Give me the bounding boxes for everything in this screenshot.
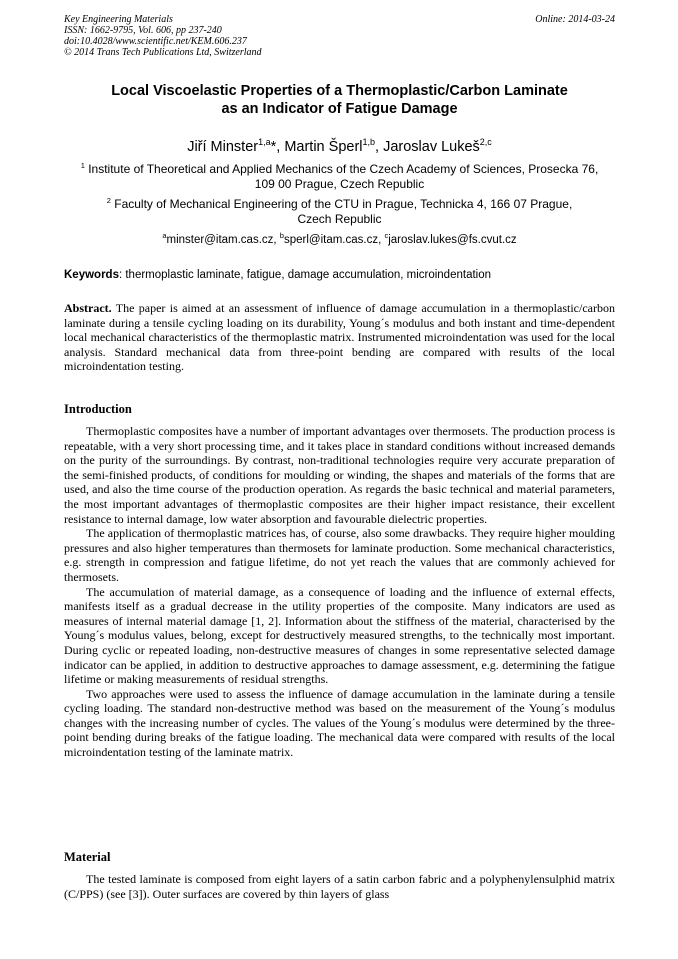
online-date: Online: 2014-03-24	[535, 14, 615, 25]
author-affiliation-mark: 2,c	[479, 137, 492, 147]
email-address: minster@itam.cas.cz	[166, 234, 274, 246]
journal-name: Key Engineering Materials	[64, 14, 173, 25]
section-heading-introduction: Introduction	[64, 402, 132, 416]
journal-doi: doi:10.4028/www.scientific.net/KEM.606.237	[64, 36, 247, 47]
email-mark: b	[279, 231, 284, 240]
author-name: Jiří Minster	[187, 139, 259, 155]
author-affiliation-mark: 1,b	[362, 137, 376, 147]
paragraph: Thermoplastic composites have a number of important advantages over thermosets. The production process is repeatable, with a very short processing time, and it takes place in standard conditions without increased demands on the purity of the surroundings. By contrast, non-traditional technologies require very accurate preparation of the semi-finished products, of conditions for moulding or winding, the shapes and materials of the forms that are used, and also the time course of the production operation. As regards the basic technical and material parameters, the most important advantages of thermoplastic composites are their higher impact resistance, their excellent resistance to internal damage, low water absorption and favourable dielectric properties.	[64, 424, 615, 526]
keywords-text: : thermoplastic laminate, fatigue, damage accumulation, microindentation	[118, 269, 492, 281]
affiliation-number: 1	[80, 161, 85, 170]
introduction-body	[64, 424, 615, 760]
affiliation	[64, 162, 615, 192]
journal-copyright: © 2014 Trans Tech Publications Ltd, Switzerland	[64, 47, 262, 58]
author-separator: ,	[375, 139, 384, 155]
author-name: Martin Šperl	[284, 139, 363, 155]
material-body	[64, 872, 615, 901]
keywords-label: Keywords	[64, 269, 119, 281]
email-address: sperl@itam.cas.cz	[283, 234, 379, 246]
abstract-text: The paper is aimed at an assessment of influence of damage accumulation in a thermoplastic/carbon laminate during a tensile cycling loading on its durability, Young´s modulus and both instant and time-dependent local mechanical characteristics of the thermoplastic matrix. Instrumented microindentation was used for the local analysis. Standard mechanical data from three-point bending are compared with results of the local microindentation testing.	[64, 301, 615, 374]
email-mark: a	[162, 231, 167, 240]
email-separator: ,	[273, 234, 280, 246]
abstract	[64, 301, 615, 374]
journal-issn: ISSN: 1662-9795, Vol. 606, pp 237-240	[64, 25, 222, 36]
author-separator: ,	[276, 139, 285, 155]
paper-title	[64, 82, 615, 118]
author-name: Jaroslav Lukeš	[383, 139, 480, 155]
affiliation	[64, 197, 615, 227]
affiliation-number: 2	[106, 196, 111, 205]
paragraph: Two approaches were used to assess the influence of damage accumulation in the laminate during a tensile cycling loading. The standard non-destructive method was based on the measurement of the Young´s modulus changes with the increasing number of cycles. The values of the Young´s modulus were determined by the three-point bending during breaks of the fatigue loading. The mechanical data were compared with results of the local microindentation testing of the laminate matrix.	[64, 686, 615, 760]
author-list	[64, 138, 615, 156]
corresponding-author-mark: *	[270, 139, 277, 155]
title-line-1: Local Viscoelastic Properties of a Thermoplastic/Carbon Laminate	[111, 83, 568, 99]
affiliation-line: Czech Republic	[297, 212, 382, 226]
email-address: jaroslav.lukes@fs.cvut.cz	[388, 234, 517, 246]
paragraph: The application of thermoplastic matrices has, of course, also some drawbacks. They require higher moulding pressures and also higher temperatures than thermosets for laminate production. Some mechanical characteristics, e.g. strength in compression and fatigue lifetime, do not yet reach the values that are commonly achieved for thermosets.	[64, 526, 615, 584]
affiliation-line: 109 00 Prague, Czech Republic	[254, 177, 425, 191]
email-mark: c	[384, 231, 389, 240]
affiliation-line: Faculty of Mechanical Engineering of the CTU in Prague, Technicka 4, 166 07 Prague,	[114, 197, 573, 211]
email-separator: ,	[378, 234, 385, 246]
keywords	[64, 268, 615, 283]
paragraph: The accumulation of material damage, as a consequence of loading and the influence of external effects, manifests itself as a gradual decrease in the utility properties of the composite. Many indicators are used as measures of internal material damage [1, 2]. Information about the stiffness of the material, characterised by the Young´s modulus values, belong, except for destructively measured strengths, to the technically most important. During cyclic or repeated loading, non-destructive measures of changes in some representative selected damage indicator can be applied, in addition to destructive approaches to damage assessment, e.g. determining the fatigue lifetime or making measurements of residual strengths.	[64, 584, 615, 687]
affiliation-line: Institute of Theoretical and Applied Mechanics of the Czech Academy of Sciences, Prosecka 76,	[88, 162, 599, 176]
author-affiliation-mark: 1,a	[258, 137, 271, 147]
journal-header	[64, 14, 615, 58]
title-line-2: as an Indicator of Fatigue Damage	[221, 101, 458, 117]
abstract-label: Abstract.	[64, 301, 112, 315]
email-list	[64, 233, 615, 248]
section-heading-material: Material	[64, 850, 111, 864]
paragraph: The tested laminate is composed from eight layers of a satin carbon fabric and a polyphenylensulphid matrix (C/PPS) (see [3]). Outer surfaces are covered by thin layers of glass	[64, 872, 615, 901]
